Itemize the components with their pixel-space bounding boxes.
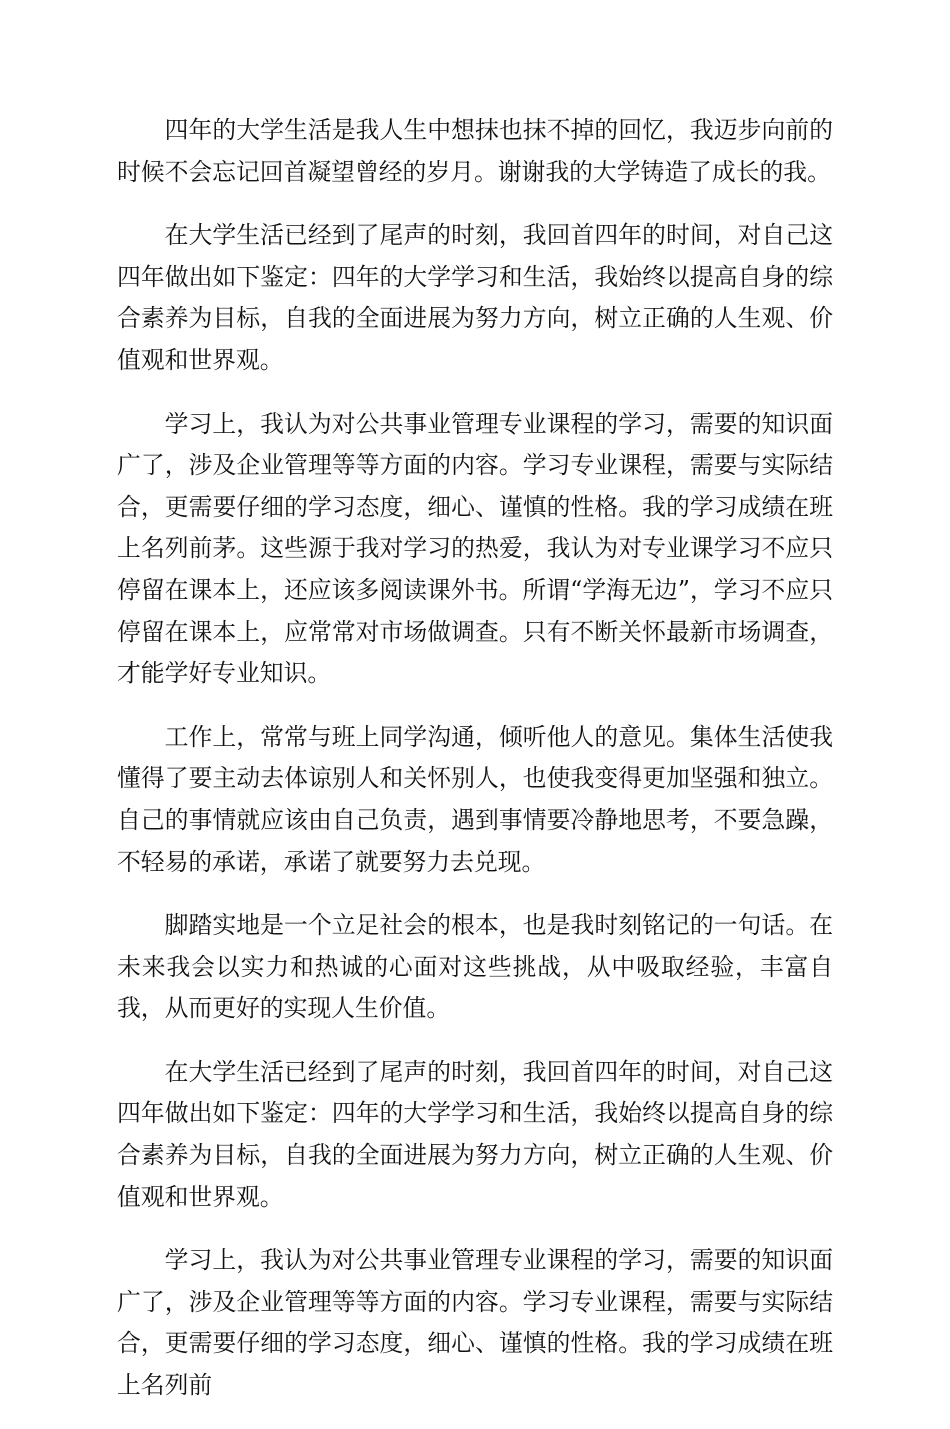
document-page	[117, 110, 833, 1429]
paragraph-6: 在大学生活已经到了尾声的时刻，我回首四年的时间，对自己这四年做出如下鉴定：四年的大学学习和生活，我始终以提高自身的综合素养为目标，自我的全面进展为努力方向，树立正确的人生观、价值观和世界观。	[117, 1057, 833, 1211]
paragraph-2: 在大学生活已经到了尾声的时刻，我回首四年的时间，对自己这四年做出如下鉴定：四年的大学学习和生活，我始终以提高自身的综合素养为目标，自我的全面进展为努力方向，树立正确的人生观、价值观和世界观。	[117, 221, 833, 374]
paragraph-7: 学习上，我认为对公共事业管理专业课程的学习，需要的知识面广了，涉及企业管理等等方面的内容。学习专业课程，需要与实际结合，更需要仔细的学习态度，细心、谨慎的性格。我的学习成绩在班上名列前	[117, 1246, 833, 1400]
paragraph-1: 四年的大学生活是我人生中想抹也抹不掉的回忆，我迈步向前的时候不会忘记回首凝望曾经的岁月。谢谢我的大学铸造了成长的我。	[117, 116, 833, 186]
paragraph-4: 工作上，常常与班上同学沟通，倾听他人的意见。集体生活使我懂得了要主动去体谅别人和关怀别人，也使我变得更加坚强和独立。自己的事情就应该由自己负责，遇到事情要冷静地思考，不要急躁，不轻易的承诺，承诺了就要努力去兑现。	[117, 722, 833, 876]
paragraph-3: 学习上，我认为对公共事业管理专业课程的学习，需要的知识面广了，涉及企业管理等等方面的内容。学习专业课程，需要与实际结合，更需要仔细的学习态度，细心、谨慎的性格。我的学习成绩在班上名列前茅。这些源于我对学习的热爱，我认为对专业课学习不应只停留在课本上，还应该多阅读课外书。所谓“学海无边”，学习不应只停留在课本上，应常常对市场做调查。只有不断关怀最新市场调查，才能学好专业知识。	[117, 409, 833, 688]
paragraph-5: 脚踏实地是一个立足社会的根本，也是我时刻铭记的一句话。在未来我会以实力和热诚的心面对这些挑战，从中吸取经验，丰富自我，从而更好的实现人生价值。	[117, 911, 833, 1023]
